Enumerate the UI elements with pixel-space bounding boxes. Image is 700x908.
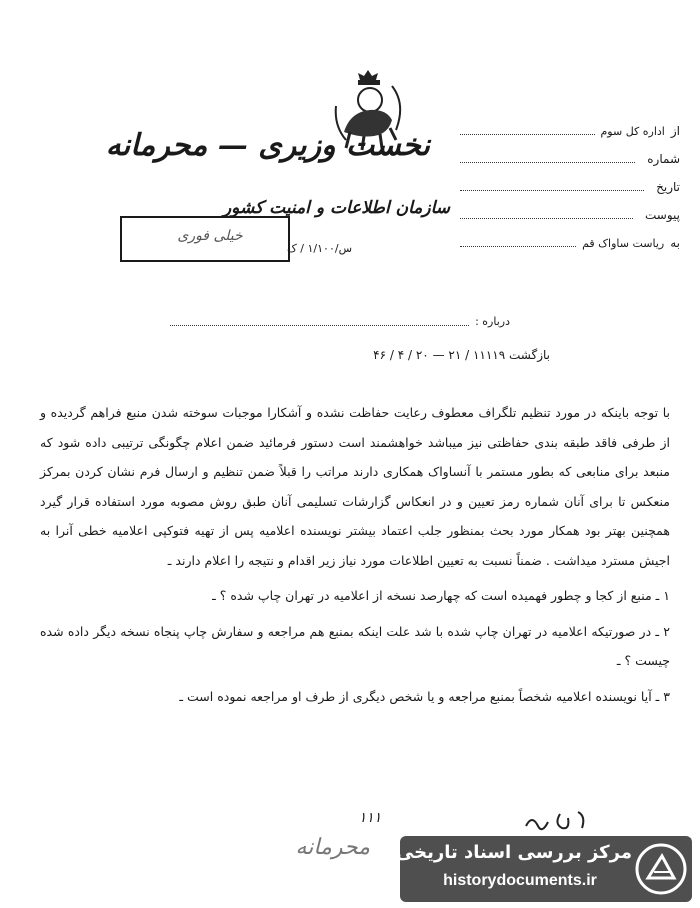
sign-mark: ۱۱۱ bbox=[358, 810, 382, 826]
subject-label: درباره : bbox=[475, 315, 510, 328]
field-value: اداره کل سوم bbox=[600, 125, 665, 138]
letterhead-title: نخست وزیری — محرمانه bbox=[105, 128, 430, 163]
stamp-text: خیلی فوری bbox=[177, 228, 243, 244]
dotted-line bbox=[460, 208, 633, 219]
field-label: پیوست bbox=[645, 208, 680, 222]
site-watermark bbox=[395, 836, 692, 902]
archive-logo-icon bbox=[634, 842, 688, 896]
footer-classification-stamp: محرمانه bbox=[295, 835, 370, 860]
dotted-line bbox=[460, 152, 635, 163]
subject-line bbox=[170, 312, 510, 328]
field-label: به bbox=[670, 236, 680, 250]
list-item: ۲ ـ در صورتیکه اعلامیه در تهران چاپ شده با شد علت اینکه بمنبع هم مراجعه و سفارش چاپ پنجاه نسخه دیگر داده شده چیست ؟ ـ bbox=[40, 623, 670, 668]
dotted-line bbox=[460, 180, 644, 191]
list-item: ۱ ـ منبع از کجا و چطور فهمیده است که چهارصد نسخه از اعلامیه در تهران چاپ شده ؟ ـ bbox=[212, 588, 670, 603]
field-value: ریاست ساواک قم bbox=[582, 237, 665, 250]
watermark-url: historydocuments.ir bbox=[443, 872, 597, 889]
reference-code: س/۱/۱۰۰ / ک bbox=[286, 242, 352, 255]
signature-scribble bbox=[520, 806, 600, 836]
field-attachment bbox=[460, 194, 680, 222]
field-to bbox=[460, 222, 680, 250]
letter-body bbox=[40, 398, 670, 711]
field-date bbox=[460, 166, 680, 194]
list-item: ۳ ـ آیا نویسنده اعلامیه شخصاً بمنبع مراجعه و یا شخص دیگری از طرف او مراجعه نموده است ـ bbox=[179, 688, 670, 704]
field-number bbox=[460, 138, 680, 166]
organization-name: سازمان اطلاعات و امنیت کشور bbox=[222, 198, 450, 218]
body-paragraph: با توجه باینکه در مورد تنظیم تلگراف معطوف رعایت حفاظت نشده و آشکارا موجبات سوخته شدن منبع فراهم گردیده و از طرفی فاقد طبقه بندی حفاظتی نیز میباشد خواهشمند است دستور فرمائید ضمن اعلام چگونگی ترتیبی داده شود که منبعد برای منابعی که بطور مستمر با آنساواک همکاری دارند مراتب را قبلاً ضمن تنظیم و ارسال فرم نشان کردن بمرکز منعکس تا برای آنان شماره رمز تعیین و در انعکاس گزارشات تسلیمی آنان طبق روش مصوبه مورد استفاده قرار گیرد همچنین بهتر بود همکار مورد بحث بمنظور جلب اعتماد بیشتر نویسنده اعلامیه پس از تهیه فتوکپی اعلامیه خطی آنرا به اجیش مسترد میداشت . ضمناً نسبت به تعیین اطلاعات مورد نیاز زیر اقدام و نتیجه را اعلام دارند ـ bbox=[40, 405, 670, 568]
dotted-line bbox=[460, 124, 595, 135]
field-label: تاریخ bbox=[656, 180, 680, 194]
dotted-line bbox=[460, 236, 576, 247]
field-label: شماره bbox=[647, 152, 680, 166]
field-label: از bbox=[670, 124, 680, 138]
reference-number: بازگشت ۱۱۱۱۹ / ۲۱ — ۲۰ / ۴ / ۴۶ bbox=[373, 348, 550, 362]
dotted-line bbox=[170, 315, 469, 326]
header-fields bbox=[460, 110, 680, 250]
watermark-title: مرکز بررسی اسناد تاریخی bbox=[395, 842, 632, 863]
field-from bbox=[460, 110, 680, 138]
